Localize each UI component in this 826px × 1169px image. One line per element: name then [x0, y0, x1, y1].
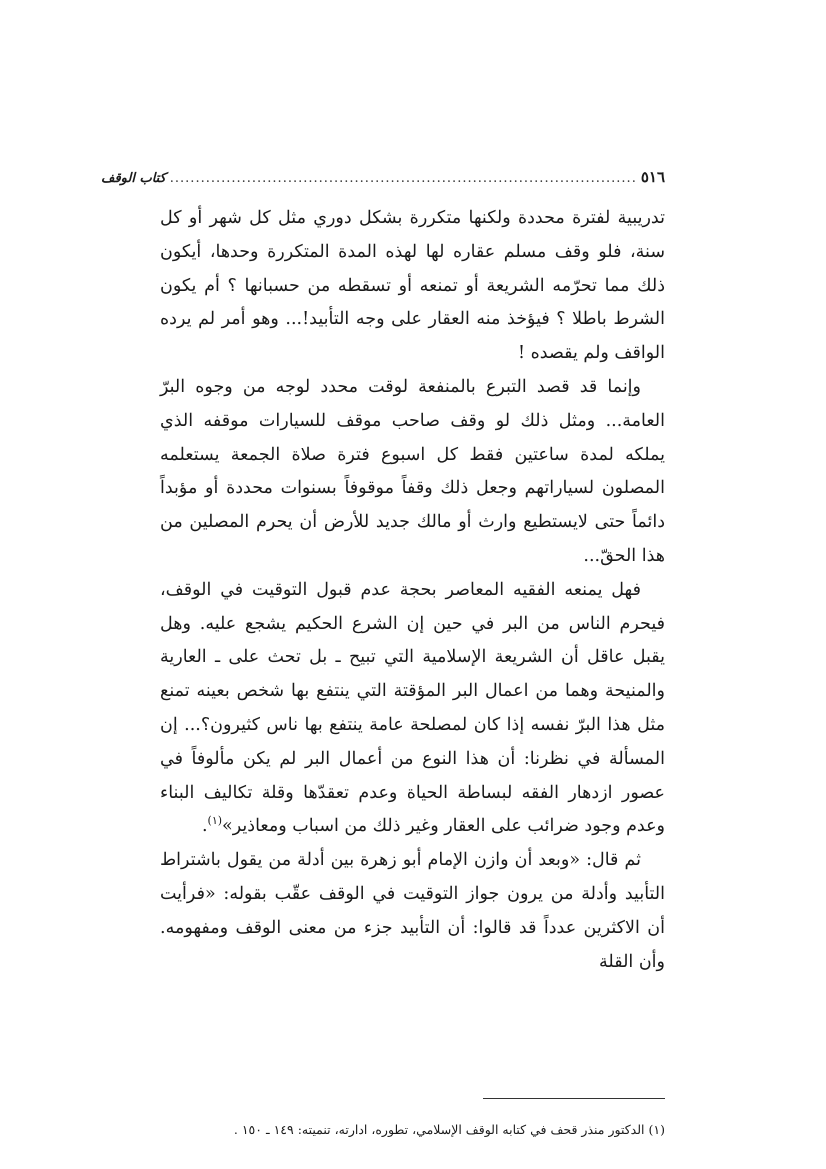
page-content [100, 168, 665, 979]
paragraph-2: وإنما قد قصد التبرع بالمنفعة لوقت محدد لوجه من وجوه البرّ العامة... ومثل ذلك لو وقف صاحب موقف للسيارات موقفه الذي يملكه لمدة ساعتين فقط كل اسبوع فترة صلاة الجمعة يستعلمه المصلون لسياراتهم وجعل ذلك وقفاً موقوفاً بسنوات محددة أو مؤبداً دائماً حتى لايستطيع وارث أو مالك جديد للأرض أن يحرم المصلين من هذا الحقّ... [160, 376, 665, 566]
body-text [160, 202, 665, 979]
paragraph-3-text: فهل يمنعه الفقيه المعاصر بحجة عدم قبول التوقيت في الوقف، فيحرم الناس من البر في حين إن الشرع الحكيم يشجع عليه. وهل يقبل عاقل أن الشريعة الإسلامية التي تبيح ـ بل تحث على ـ العارية والمنيحة وهما من اعمال البر المؤقتة التي ينتفع بها شخص بعينه تمنع مثل هذا البرّ نفسه إذا كان لمصلحة عامة ينتفع بها ناس كثيرون؟... إن المسألة في نظرنا: أن هذا النوع من أعمال البر لم يكن مألوفاً في عصور ازدهار الفقه لبساطة الحياة وعدم تعقدّها وقلة تكاليف البناء وعدم وجود ضرائب على العقار وغير ذلك من اسباب ومعاذير» [160, 579, 665, 837]
paragraph-1: تدريبية لفترة محددة ولكنها متكررة بشكل دوري مثل كل شهر أو كل سنة، فلو وقف مسلم عقاره لها لهذه المدة المتكررة وحدها، أيكون ذلك مما تحرّمه الشريعة أو تمنعه أو تسقطه من حسبانها ؟ أم يكون الشرط باطلا ؟ فيؤخذ منه العقار على وجه التأبيد!... وهو أمر لم يرده الواقف ولم يقصده ! [160, 208, 665, 364]
dot-leader: ........................................................................................... [169, 171, 637, 186]
paragraph-4: ثم قال: «وبعد أن وازن الإمام أبو زهرة بين أدلة من يقول باشتراط التأبيد وأدلة من يرون جواز التوقيت في الوقف عقّب بقوله: «فرأيت أن الاكثرين عدداً قد قالوا: أن التأبيد جزء من معنى الوقف ومفهومه. وأن القلة [160, 850, 665, 972]
paragraph-3-end: . [201, 816, 208, 837]
footnote-reference: (١) [207, 814, 223, 828]
running-header [100, 168, 665, 198]
page-number: ٥١٦ [640, 168, 665, 186]
footnote-divider [483, 1098, 665, 1099]
paragraph-3 [160, 574, 665, 844]
book-title: كتاب الوقف [100, 171, 166, 186]
footnote: (١) الدكتور منذر قحف في كتابه الوقف الإسلامي، تطوره، ادارته، تنميته: ١٤٩ ـ ١٥٠ . [233, 1122, 665, 1137]
